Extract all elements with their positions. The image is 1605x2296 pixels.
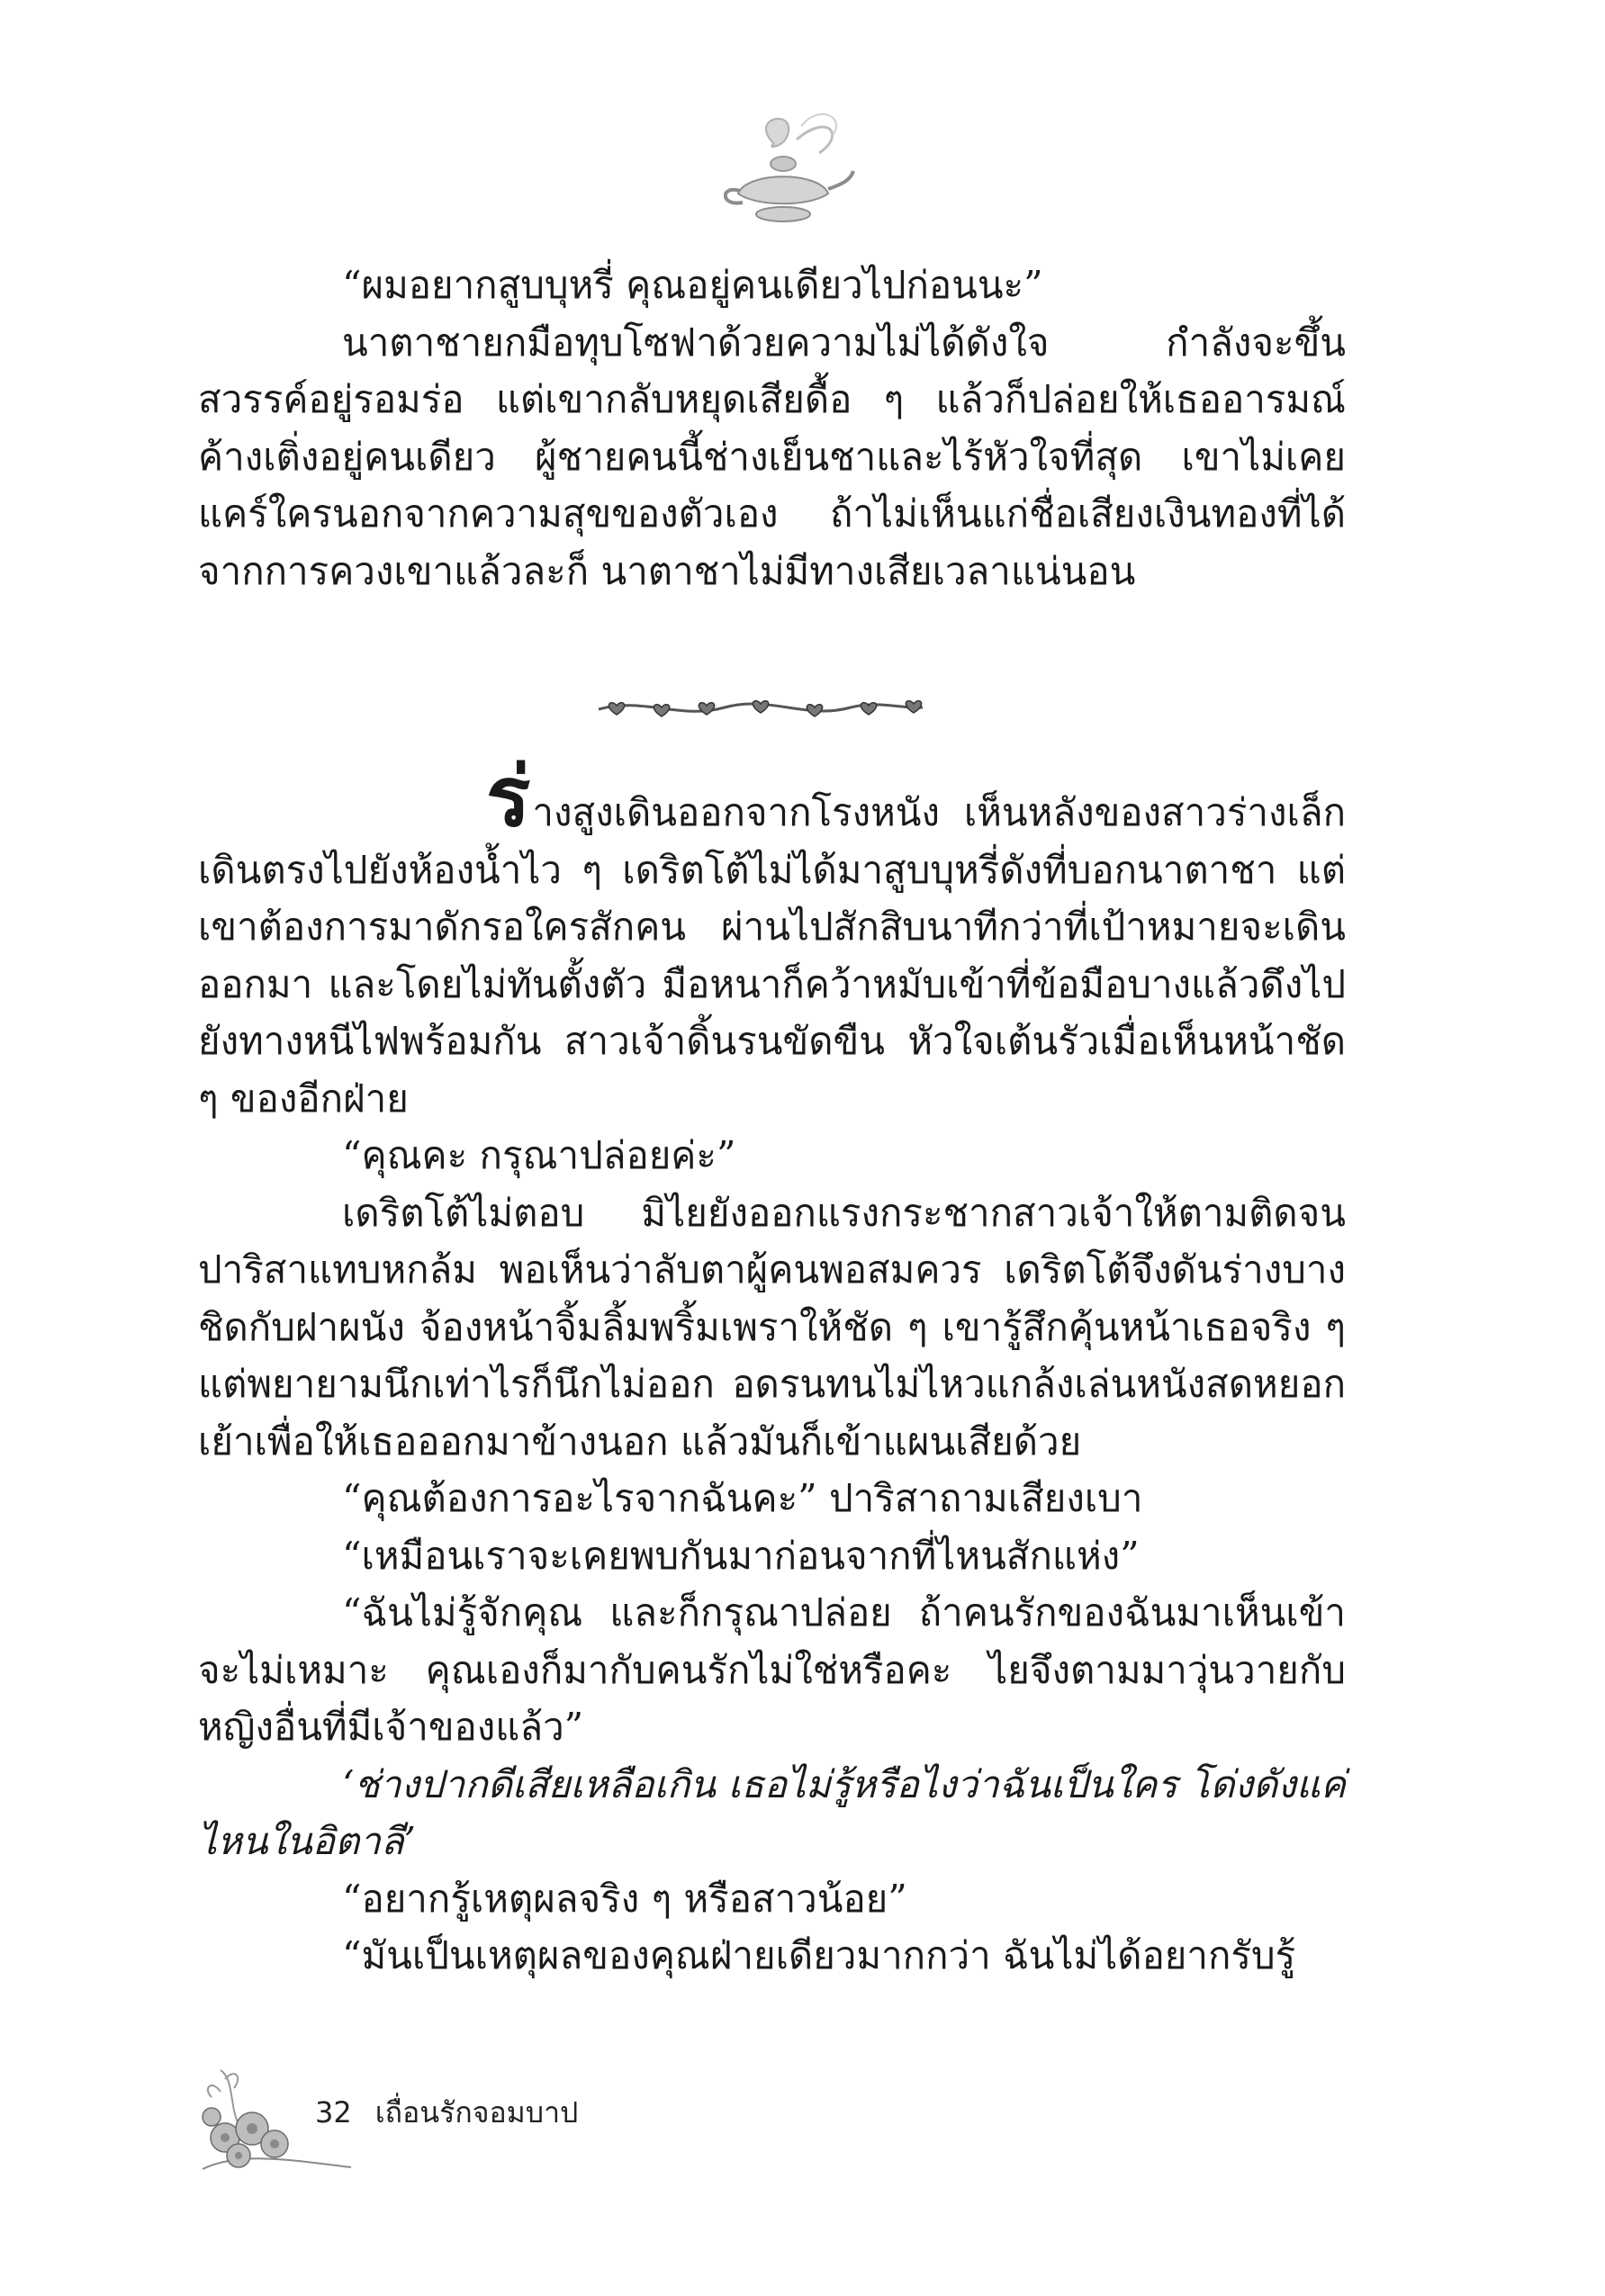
paragraph: นาตาชายกมือทุบโซฟาด้วยความไม่ได้ดังใจ กำลังจะขึ้นสวรรค์อยู่รอมร่อ แต่เขากลับหยุดเสียดื้อ ๆ แล้วก็ปล่อยให้เธออารมณ์ค้างเติ่งอยู่คนเดียว ผู้ชายคนนี้ช่างเย็นชาและไร้หัวใจที่สุด เขาไม่เคยแคร์ใครนอกจากความสุขของตัวเอง ถ้าไม่เห็นแก่ชื่อเสียงเงินทองที่ได้จากการควงเขาแล้วละก็ นาตาชาไม่มีทางเสียเวลาแน่นอน	[198, 320, 1346, 593]
paragraph: “ผมอยากสูบบุหรี่ คุณอยู่คนเดียวไปก่อนนะ”	[342, 263, 1043, 307]
paragraph: “มันเป็นเหตุผลของคุณฝ่ายเดียวมากกว่า ฉันไม่ได้อยากรับรู้	[342, 1933, 1296, 1977]
page-footer	[315, 2090, 578, 2136]
paragraph: “เหมือนเราจะเคยพบกันมาก่อนจากที่ไหนสักแห่ง”	[342, 1533, 1140, 1578]
heart-chain-ornament-icon	[590, 689, 932, 725]
page-number: 32	[315, 2095, 352, 2129]
paragraph: “คุณต้องการอะไรจากฉันคะ” ปาริสาถามเสียงเบา	[342, 1476, 1143, 1520]
text-block-2	[198, 748, 1346, 1985]
paragraph: เดริตโต้ไม่ตอบ มิไยยังออกแรงกระชากสาวเจ้าให้ตามติดจนปาริสาแทบหกล้ม พอเห็นว่าลับตาผู้คนพอสมควร เดริตโต้จึงดันร่างบางชิดกับฝาผนัง จ้องหน้าจิ้มลิ้มพริ้มเพราให้ชัด ๆ เขารู้สึกคุ้นหน้าเธอจริง ๆ แต่พยายามนึกเท่าไรก็นึกไม่ออก อดรนทนไม่ไหวแกล้งเล่นหนังสดหยอกเย้าเพื่อให้เธอออกมาข้างนอก แล้วมันก็เข้าแผนเสียด้วย	[198, 1190, 1346, 1463]
paragraph: “ฉันไม่รู้จักคุณ และก็กรุณาปล่อย ถ้าคนรักของฉันมาเห็นเข้าจะไม่เหมาะ คุณเองก็มากับคนรักไม่ใช่หรือคะ ไยจึงตามมาวุ่นวายกับหญิงอื่นที่มีเจ้าของแล้ว”	[198, 1590, 1346, 1749]
chapter-opening-paragraph	[198, 748, 1346, 1127]
book-title: เถื่อนรักจอมบาป	[374, 2095, 579, 2129]
genie-lamp-icon	[711, 108, 855, 234]
drop-cap: ร่	[486, 748, 531, 845]
opening-text: างสูงเดินออกจากโรงหนัง เห็นหลังของสาวร่างเล็กเดินตรงไปยังห้องน้ำไว ๆ เดริตโต้ไม่ได้มาสูบบุหรี่ดังที่บอกนาตาชา แต่เขาต้องการมาดักรอใครสักคน ผ่านไปสักสิบนาทีกว่าที่เป้าหมายจะเดินออกมา และโดยไม่ทันตั้งตัว มือหนาก็คว้าหมับเข้าที่ข้อมือบางแล้วดึงไปยังทางหนีไฟพร้อมกัน สาวเจ้าดิ้นรนขัดขืน หัวใจเต้นรัวเมื่อเห็นหน้าชัด ๆ ของอีกฝ่าย	[198, 790, 1346, 1121]
paragraph: ‘ช่างปากดีเสียเหลือเกิน เธอไม่รู้หรือไงว่าฉันเป็นใคร โด่งดังแค่ไหนในอิตาลี’	[198, 1761, 1346, 1863]
paragraph: “อยากรู้เหตุผลจริง ๆ หรือสาวน้อย”	[342, 1876, 907, 1921]
paragraph: “คุณคะ กรุณาปล่อยค่ะ”	[342, 1133, 736, 1177]
text-block-1	[198, 257, 1346, 599]
